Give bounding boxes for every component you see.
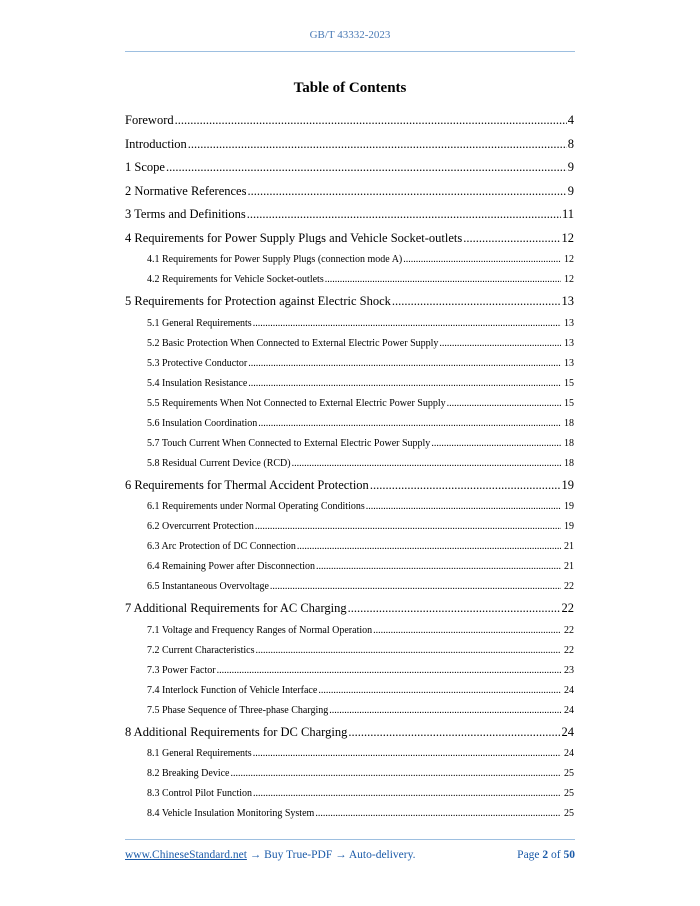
toc-entry-section[interactable] <box>125 764 574 784</box>
toc-entry-page: 22 <box>561 601 574 615</box>
toc-entry-chapter[interactable] <box>125 721 574 745</box>
toc-entry-label: 6 Requirements for Thermal Accident Protection <box>125 477 369 492</box>
dot-leader <box>392 290 561 314</box>
toc-entry-section[interactable] <box>125 681 574 701</box>
toc-entry-page: 24 <box>564 684 574 696</box>
toc-entry-page: 21 <box>564 561 574 572</box>
toc-entry-label: Introduction <box>125 136 187 151</box>
toc-entry-label: 8.1 General Requirements <box>147 748 252 759</box>
dot-leader <box>329 701 561 721</box>
dot-leader <box>253 744 561 764</box>
toc-entry-page: 19 <box>561 477 574 492</box>
dot-leader <box>463 227 560 251</box>
toc-entry-chapter[interactable] <box>125 180 574 204</box>
toc-entry-label: 7.4 Interlock Function of Vehicle Interface <box>147 684 318 696</box>
dot-leader <box>370 474 561 498</box>
toc-entry-page: 15 <box>564 397 574 409</box>
toc-entry-page: 9 <box>567 160 574 174</box>
toc-entry-label: 6.3 Arc Protection of DC Connection <box>147 541 296 552</box>
dot-leader <box>188 133 567 157</box>
of-word: of <box>551 849 561 861</box>
dot-leader <box>270 577 561 597</box>
toc-entry-label: 2 Normative References <box>125 183 247 198</box>
toc-entry-section[interactable] <box>125 434 574 454</box>
dot-leader <box>292 454 561 474</box>
toc-entry-page: 13 <box>561 294 574 308</box>
dot-leader <box>348 597 561 621</box>
toc-entry-section[interactable] <box>125 374 574 394</box>
toc-entry-page: 18 <box>564 457 574 469</box>
toc-entry-section[interactable] <box>125 537 574 557</box>
toc-entry-page: 18 <box>564 417 574 429</box>
dot-leader <box>439 334 561 354</box>
page-word: Page <box>517 849 540 861</box>
dot-leader <box>248 354 561 374</box>
toc-entry-page: 24 <box>564 748 574 759</box>
toc-entry-section[interactable] <box>125 454 574 474</box>
toc-entry-label: 5.3 Protective Conductor <box>147 357 248 369</box>
toc-entry-section[interactable] <box>125 577 574 597</box>
toc-entry-chapter[interactable] <box>125 474 574 498</box>
toc-entry-label: 5.7 Touch Current When Connected to External Electric Power Supply <box>147 437 431 449</box>
toc-entry-label: 8 Additional Requirements for DC Charging <box>125 724 348 739</box>
toc-entry-label: 6.5 Instantaneous Overvoltage <box>147 581 269 592</box>
page-title: Table of Contents <box>293 80 407 96</box>
toc-entry-page: 23 <box>564 664 574 676</box>
toc-entry-section[interactable] <box>125 497 574 517</box>
toc-entry-page: 25 <box>564 788 574 799</box>
toc-entry-chapter[interactable] <box>125 290 574 314</box>
total-pages-number: 50 <box>563 849 575 861</box>
header-rule <box>125 51 575 52</box>
dot-leader <box>255 517 561 537</box>
dot-leader <box>348 721 560 745</box>
toc-entry-page: 24 <box>564 704 574 716</box>
buy-pdf-text: Buy True-PDF <box>264 849 333 861</box>
toc-entry-label: 7.2 Current Characteristics <box>147 644 255 656</box>
toc-entry-label: 3 Terms and Definitions <box>125 207 246 221</box>
toc-entry-label: 5.1 General Requirements <box>147 317 252 329</box>
footer-promo <box>125 849 416 861</box>
toc-entry-section[interactable] <box>125 557 574 577</box>
site-link[interactable]: www.ChineseStandard.net <box>125 849 247 861</box>
arrow-right-icon: → <box>335 849 347 861</box>
toc-entry-label: 5.6 Insulation Coordination <box>147 417 258 429</box>
toc-entry-section[interactable] <box>125 414 574 434</box>
toc-entry-page: 11 <box>561 207 574 221</box>
toc-entry-section[interactable] <box>125 621 574 641</box>
dot-leader <box>253 784 561 804</box>
toc-entry-page: 21 <box>564 541 574 552</box>
toc-entry-section[interactable] <box>125 250 574 270</box>
toc-entry-chapter[interactable] <box>125 597 574 621</box>
dot-leader <box>230 764 561 784</box>
toc-entry-label: 5.4 Insulation Resistance <box>147 377 248 389</box>
dot-leader <box>247 203 561 227</box>
toc-entry-label: 5.8 Residual Current Device (RCD) <box>147 457 291 469</box>
dot-leader <box>175 109 567 133</box>
toc-entry-label: 6.2 Overcurrent Protection <box>147 521 254 532</box>
toc-entry-page: 4 <box>567 113 574 127</box>
toc-entry-page: 8 <box>567 136 574 151</box>
page-indicator <box>517 849 575 861</box>
dot-leader <box>318 681 561 701</box>
running-header: GB/T 43332-2023 <box>309 29 391 41</box>
toc-entry-page: 12 <box>561 230 574 245</box>
toc-entry-chapter[interactable] <box>125 227 574 251</box>
toc-entry-page: 25 <box>564 808 574 819</box>
toc-entry-label: 4.1 Requirements for Power Supply Plugs (connection mode A) <box>147 254 403 265</box>
toc-entry-label: 7.3 Power Factor <box>147 664 216 676</box>
toc-entry-label: 6.1 Requirements under Normal Operating Conditions <box>147 501 365 512</box>
toc-entry-label: 4.2 Requirements for Vehicle Socket-outlets <box>147 274 324 285</box>
toc-entry-section[interactable] <box>125 394 574 414</box>
dot-leader <box>217 661 561 681</box>
toc-entry-page: 22 <box>564 624 574 636</box>
toc-entry-section[interactable] <box>125 744 574 764</box>
toc-entry-page: 12 <box>564 274 574 285</box>
toc-entry-label: 6.4 Remaining Power after Disconnection <box>147 561 316 572</box>
toc-entry-label: 5 Requirements for Protection against Electric Shock <box>125 294 391 308</box>
toc-entry-chapter[interactable] <box>125 109 574 133</box>
toc-entry-page: 19 <box>564 521 574 532</box>
dot-leader <box>253 314 561 334</box>
toc-entry-page: 15 <box>564 377 574 389</box>
dot-leader <box>297 537 561 557</box>
toc-entry-page: 19 <box>564 501 574 512</box>
toc-entry-label: 8.4 Vehicle Insulation Monitoring System <box>147 808 315 819</box>
toc-entry-page: 9 <box>567 183 574 198</box>
dot-leader <box>366 497 561 517</box>
current-page-number: 2 <box>542 849 549 861</box>
page-footer <box>125 849 575 861</box>
toc-entry-label: 7.1 Voltage and Frequency Ranges of Normal Operation <box>147 624 373 636</box>
dot-leader <box>166 156 567 180</box>
dot-leader <box>431 434 561 454</box>
dot-leader <box>403 250 561 270</box>
toc-entry-label: 7.5 Phase Sequence of Three-phase Charging <box>147 704 329 716</box>
toc-entry-section[interactable] <box>125 641 574 661</box>
toc-entry-page: 24 <box>561 724 574 739</box>
toc-entry-page: 18 <box>564 437 574 449</box>
toc-entry-page: 12 <box>564 254 574 265</box>
dot-leader <box>247 180 566 204</box>
toc-entry-page: 13 <box>564 317 574 329</box>
toc-entry-chapter[interactable] <box>125 156 574 180</box>
dot-leader <box>248 374 561 394</box>
toc-entry-section[interactable] <box>125 701 574 721</box>
dot-leader <box>447 394 561 414</box>
toc-entry-section[interactable] <box>125 270 574 290</box>
dot-leader <box>258 414 561 434</box>
toc-entry-page: 22 <box>564 644 574 656</box>
auto-delivery-text: Auto-delivery. <box>348 849 416 861</box>
toc-entry-section[interactable] <box>125 314 574 334</box>
toc-entry-section[interactable] <box>125 354 574 374</box>
toc-entry-label: 5.2 Basic Protection When Connected to External Electric Power Supply <box>147 337 439 349</box>
toc-entry-section[interactable] <box>125 517 574 537</box>
toc-entry-section[interactable] <box>125 804 574 824</box>
toc-entry-page: 22 <box>564 581 574 592</box>
toc-entry-label: 7 Additional Requirements for AC Charging <box>125 601 347 615</box>
toc-entry-label: 1 Scope <box>125 160 165 174</box>
table-of-contents <box>125 109 574 824</box>
arrow-right-icon: → <box>249 849 262 861</box>
toc-entry-label: 8.3 Control Pilot Function <box>147 788 253 799</box>
dot-leader <box>315 804 561 824</box>
toc-entry-label: 5.5 Requirements When Not Connected to External Electric Power Supply <box>147 397 446 409</box>
toc-entry-label: Foreword <box>125 113 174 127</box>
toc-entry-label: 4 Requirements for Power Supply Plugs and Vehicle Socket-outlets <box>125 230 463 245</box>
dot-leader <box>255 641 561 661</box>
dot-leader <box>325 270 561 290</box>
toc-entry-page: 25 <box>564 768 574 779</box>
toc-entry-label: 8.2 Breaking Device <box>147 768 230 779</box>
toc-entry-page: 13 <box>564 337 574 349</box>
toc-entry-page: 13 <box>564 357 574 369</box>
footer-rule <box>125 839 575 840</box>
toc-entry-chapter[interactable] <box>125 203 574 227</box>
dot-leader <box>373 621 561 641</box>
toc-entry-chapter[interactable] <box>125 133 574 157</box>
toc-entry-section[interactable] <box>125 661 574 681</box>
dot-leader <box>316 557 561 577</box>
toc-entry-section[interactable] <box>125 784 574 804</box>
toc-entry-section[interactable] <box>125 334 574 354</box>
